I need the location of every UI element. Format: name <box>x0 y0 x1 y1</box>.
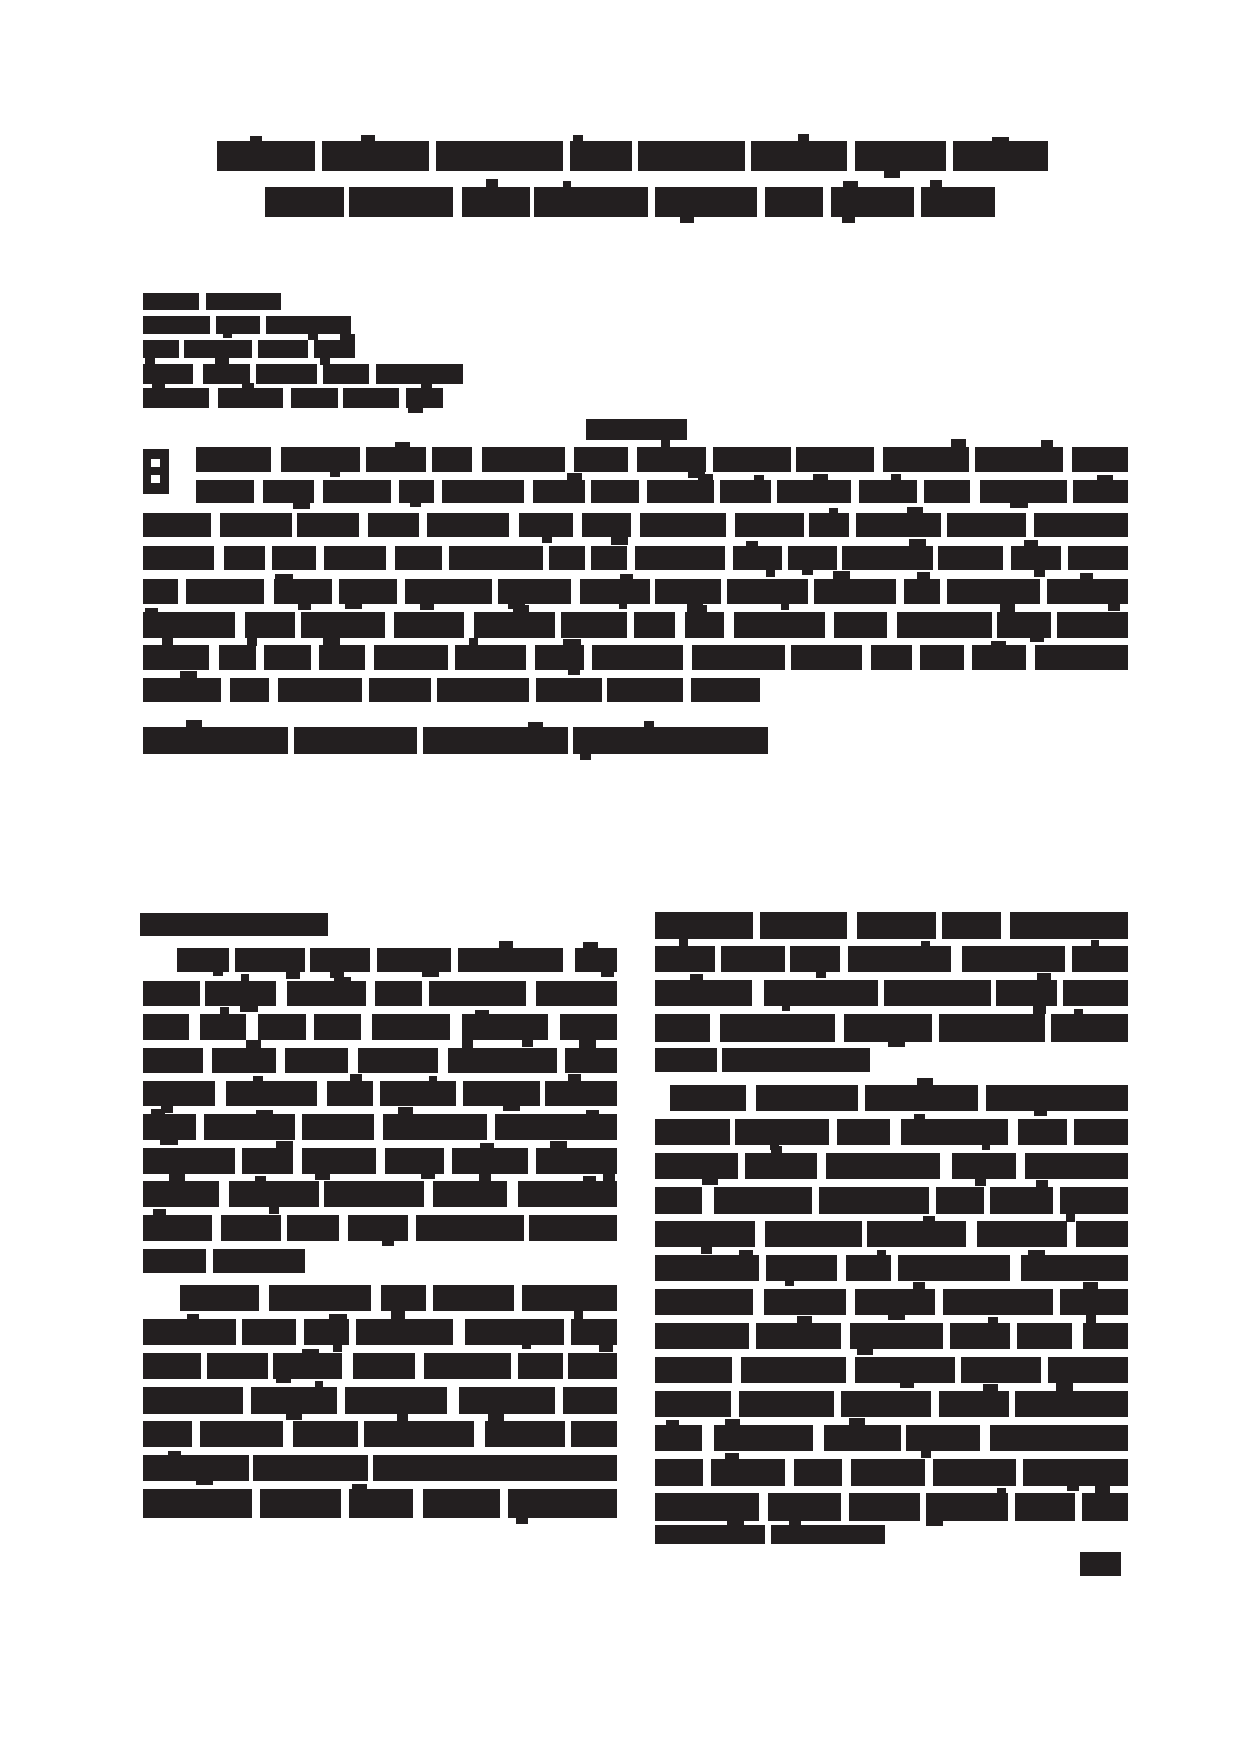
redacted-word <box>1080 1552 1121 1576</box>
redacted-line <box>1080 1552 1121 1576</box>
